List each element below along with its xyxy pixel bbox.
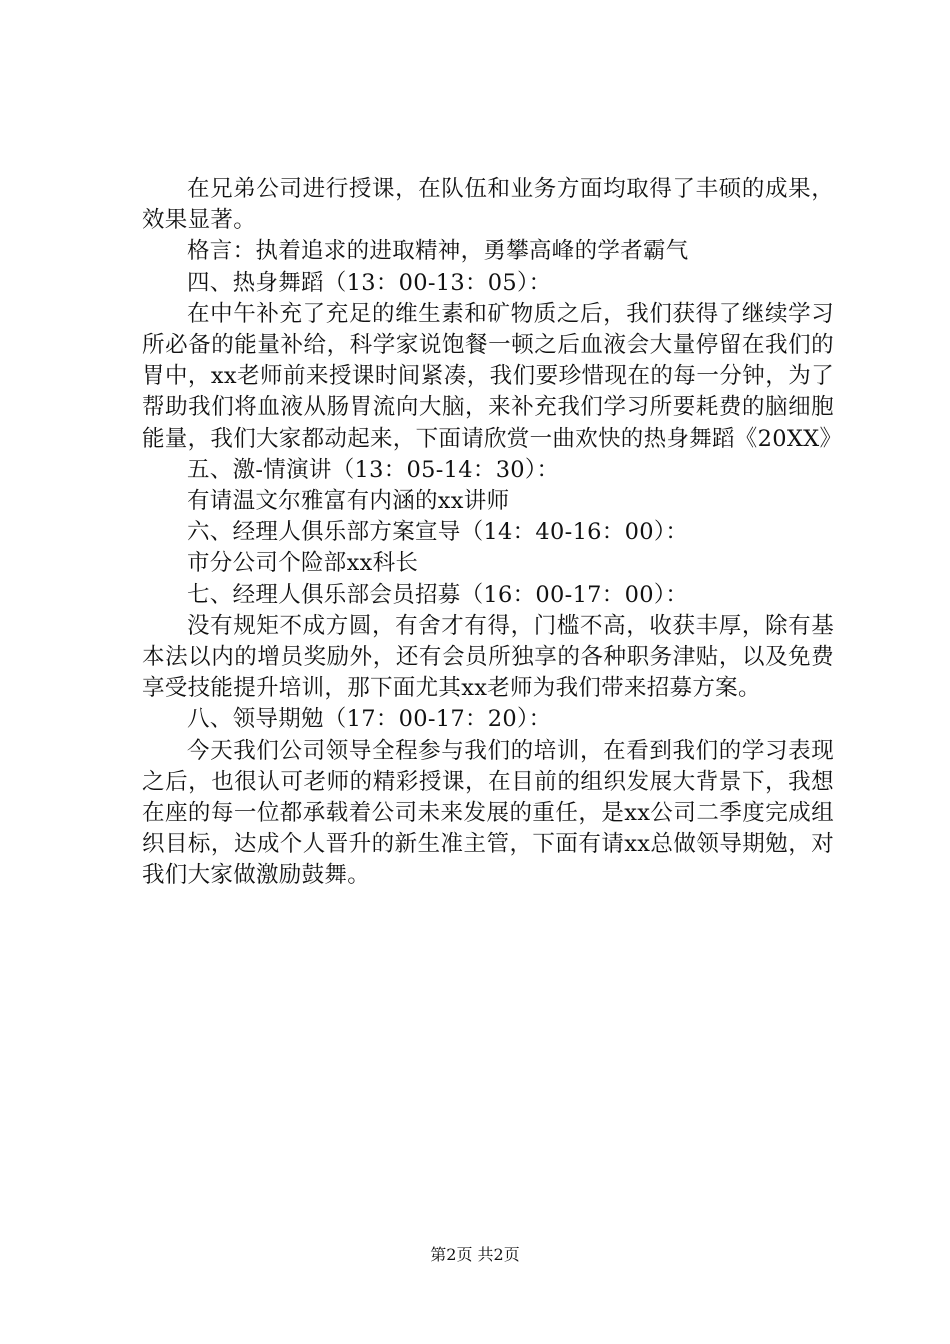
section-heading-8: 八、领导期勉（17：00-17：20）： — [187, 706, 552, 733]
paragraph-1: 在兄弟公司进行授课，在队伍和业务方面均取得了丰硕的成果，效果显著。 — [142, 176, 834, 234]
section-heading-5: 五、激-情演讲（13：05-14：30）： — [187, 456, 560, 483]
section-heading-7: 七、经理人俱乐部会员招募（16：00-17：00）： — [187, 581, 689, 608]
paragraph-recruitment: 没有规矩不成方圆，有舍才有得，门槛不高，收获丰厚，除有基本法以内的增员奖励外，还有会员所独享的各种职务津贴，以及免费享受技能提升培训，那下面尤其xx老师为我们带来招募方案。 — [142, 612, 834, 702]
document-body — [142, 174, 843, 892]
page-number-footer: 第2页 共2页 — [430, 1245, 520, 1264]
section-heading-4: 四、热身舞蹈（13：00-13：05）： — [187, 269, 552, 296]
paragraph-warmup-dance: 在中午补充了充足的维生素和矿物质之后，我们获得了继续学习所必备的能量补给，科学家说饱餐一顿之后血液会大量停留在我们的胃中，xx老师前来授课时间紧凑，我们要珍惜现在的每一分钟，为了帮助我们将血液从肠胃流向大脑，来补充我们学习所要耗费的脑细胞能量，我们大家都动起来，下面请欣赏一曲欢快的热身舞蹈《20XX》 — [142, 300, 843, 452]
paragraph-section-chief: 市分公司个险部xx科长 — [187, 550, 419, 577]
paragraph-motto: 格言：执着追求的进取精神，勇攀高峰的学者霸气 — [187, 238, 689, 265]
section-heading-6: 六、经理人俱乐部方案宣导（14：40-16：00）： — [187, 519, 689, 546]
paragraph-speaker: 有请温文尔雅富有内涵的xx讲师 — [187, 488, 510, 515]
paragraph-leadership: 今天我们公司领导全程参与我们的培训，在看到我们的学习表现之后，也很认可老师的精彩授课，在目前的组织发展大背景下，我想在座的每一位都承载着公司未来发展的重任，是xx公司二季度完成组织目标，达成个人晋升的新生准主管，下面有请xx总做领导期勉，对我们大家做激励鼓舞。 — [142, 737, 834, 889]
